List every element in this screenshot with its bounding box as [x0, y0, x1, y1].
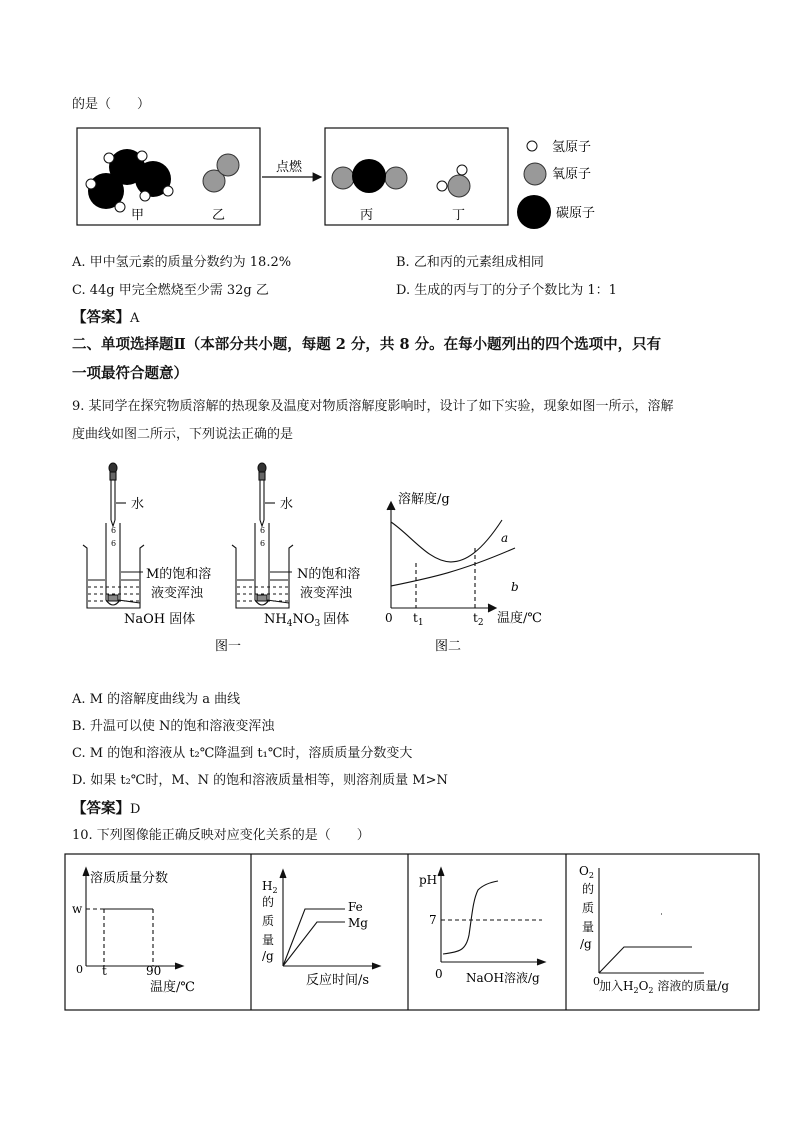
- m-solid-label: NaOH 固体: [124, 612, 196, 627]
- legend-c: 碳原子: [556, 206, 596, 221]
- g3-ylabel: pH: [419, 873, 438, 887]
- g2-fe: Fe: [348, 900, 363, 914]
- water-label-m: 水: [131, 497, 145, 512]
- g4-y3: 质: [582, 901, 595, 915]
- answer-tag: 【答案】: [72, 309, 130, 326]
- q8-option-c: C. 44g 甲完全燃烧至少需 32g 乙: [72, 283, 269, 298]
- q8-option-a: A. 甲中氢元素的质量分数约为 18.2%: [72, 255, 292, 270]
- q9-option-d: D. 如果 t₂℃时，M、N 的饱和溶液质量相等，则溶剂质量 M>N: [72, 773, 448, 788]
- g4-y: $O_2$: [579, 864, 594, 880]
- fig2-curve-a-label: a: [501, 531, 509, 545]
- q10-graph4: [599, 868, 704, 973]
- legend-h: 氢原子: [552, 140, 592, 155]
- g4-origin: 0: [593, 975, 600, 988]
- fig2-xlabel: 温度/℃: [497, 611, 542, 626]
- fig1-caption: 图一: [215, 639, 242, 654]
- n-solid-label: $NH_4NO_3$ 固体: [264, 612, 350, 629]
- g1-90: 90: [146, 964, 162, 978]
- g4-y4: 量: [582, 920, 595, 934]
- ph-curve: [443, 881, 498, 954]
- fig2-ylabel: 溶解度/g: [398, 492, 450, 507]
- m-label-2: 液变浑浊: [151, 586, 204, 601]
- svg-text:6: 6: [260, 539, 266, 548]
- g2-y3: 质: [262, 914, 275, 928]
- svg-text:6: 6: [260, 526, 266, 535]
- g2-mg: Mg: [348, 916, 368, 930]
- section2-heading-line2: 一项最符合题意）: [72, 365, 188, 382]
- label-ding: 丁: [452, 208, 466, 223]
- arrow-label: 点燃: [276, 160, 303, 175]
- g2-y: $H_2$: [262, 879, 278, 895]
- q10-graph3: [438, 868, 545, 965]
- g1-w: w: [72, 902, 83, 916]
- q9-option-a: A. M 的溶解度曲线为 a 曲线: [72, 692, 241, 707]
- label-jia: 甲: [131, 208, 145, 223]
- g4-xlabel: 加入$H_2O_2$ 溶液的质量/g: [599, 979, 730, 995]
- water-label-n: 水: [280, 497, 294, 512]
- label-bing: 丙: [360, 208, 374, 223]
- g2-y5: /g: [262, 949, 274, 963]
- g3-origin: 0: [435, 967, 443, 981]
- g3-seven: 7: [429, 913, 437, 927]
- g2-xlabel: 反应时间/s: [306, 973, 370, 988]
- fe-line: [283, 909, 345, 966]
- g2-y4: 量: [262, 933, 275, 947]
- q8-option-d: D. 生成的丙与丁的分子个数比为 1：1: [396, 283, 617, 298]
- svg-text:6: 6: [111, 539, 117, 548]
- answer-tag: 【答案】: [72, 800, 130, 817]
- q8-option-b: B. 乙和丙的元素组成相同: [396, 255, 544, 270]
- g1-origin: 0: [76, 963, 83, 976]
- answer-value: D: [130, 802, 141, 817]
- q9-option-c: C. M 的饱和溶液从 t₂℃降温到 t₁℃时，溶质质量分数变大: [72, 746, 413, 761]
- g1-ylabel: 溶质质量分数: [90, 871, 169, 886]
- label-yi: 乙: [212, 208, 226, 223]
- answer-value: A: [130, 311, 140, 326]
- g3-xlabel: NaOH溶液/g: [466, 971, 540, 985]
- n-label-1: N的饱和溶: [297, 567, 361, 582]
- q9-stem-line1: 9. 某同学在探究物质溶解的热现象及温度对物质溶解度影响时，设计了如下实验，现象如图一所示，溶解: [72, 399, 674, 414]
- q9-option-b: B. 升温可以使 N的饱和溶液变浑浊: [72, 719, 275, 734]
- g1-xlabel: 温度/℃: [150, 980, 195, 995]
- m-label-1: M的饱和溶: [146, 567, 212, 582]
- legend-o: 氧原子: [552, 167, 592, 182]
- section2-heading-line1: 二、单项选择题Ⅱ（本部分共小题，每题 2 分，共 8 分。在每小题列出的四个选项中，只有: [72, 336, 662, 353]
- g2-y2: 的: [262, 895, 275, 909]
- svg-text:6: 6: [111, 526, 117, 535]
- g4-y5: /g: [580, 937, 592, 951]
- g4-y2: 的: [582, 882, 595, 896]
- mg-line: [283, 922, 345, 966]
- fig2-caption: 图二: [435, 639, 462, 654]
- n-label-2: 液变浑浊: [300, 586, 353, 601]
- g1-t: t: [102, 964, 107, 978]
- q8-stem-tail: 的是（ ）: [72, 97, 151, 112]
- fig2-curve-b-label: b: [511, 580, 519, 594]
- fig2-t2: $t_2$: [473, 611, 484, 628]
- q9-stem-line2: 度曲线如图二所示，下列说法正确的是: [72, 427, 294, 442]
- o2-line: [599, 947, 692, 973]
- fig2-t1: $t_1$: [413, 611, 424, 628]
- q10-stem: 10. 下列图像能正确反映对应变化关系的是（ ）: [72, 828, 370, 843]
- fig2-origin: 0: [385, 611, 393, 625]
